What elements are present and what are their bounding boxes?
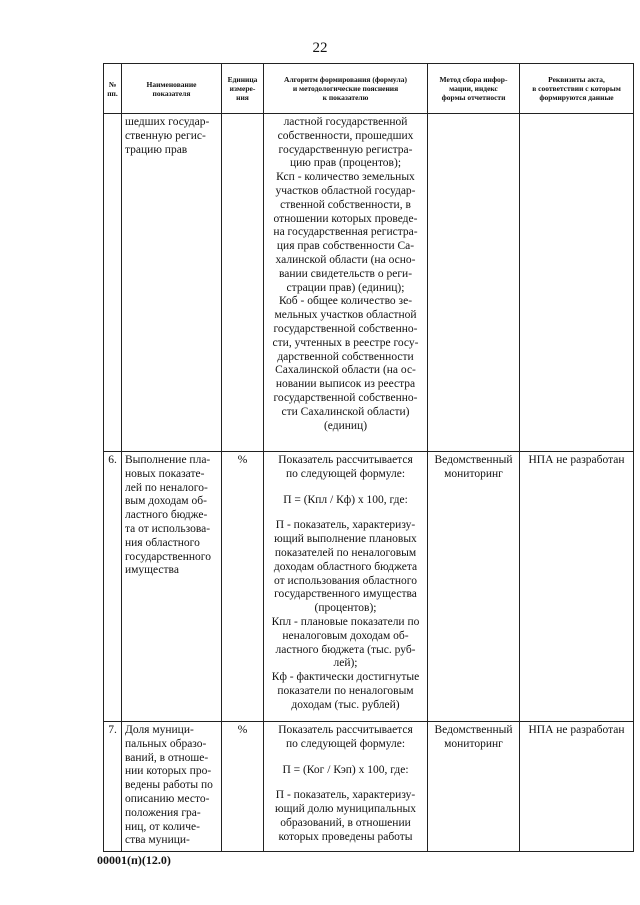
indicator-algorithm: Показатель рассчитывается по следующей формуле: П = (Ког / Кэп) х 100, где: П - показатель, характеризу- ющий долю муниципальных образований, в отношении которых проведены работы [264, 722, 428, 852]
indicator-method [428, 114, 520, 452]
indicator-requisites: НПА не разработан [520, 722, 634, 852]
indicator-requisites [520, 114, 634, 452]
indicator-name: шедших государ- ственную регис- трацию прав [122, 114, 222, 452]
table-row [104, 114, 634, 452]
indicator-method: Ведомственный мониторинг [428, 452, 520, 722]
indicator-name: Доля муници- пальных образо- ваний, в отноше- нии которых про- ведены работы по описанию место- положения гра- ниц, от количе- ства муници- [122, 722, 222, 852]
table-row [104, 452, 634, 722]
indicators-table [103, 63, 634, 852]
indicator-unit: % [222, 722, 264, 852]
row-number: 7. [104, 722, 122, 852]
header-name: Наименование показателя [122, 64, 222, 114]
indicator-name: Выполнение пла- новых показате- лей по неналого- вым доходам об- ластного бюдже- та от использова- ния областного государственного имущества [122, 452, 222, 722]
indicator-algorithm: Показатель рассчитывается по следующей формуле: П = (Кпл / Кф) х 100, где: П - показатель, характеризу- ющий выполнение плановых показателей по неналоговым доходам областного бюджета от использования областного государственного имущества (процентов); Кпл - плановые показатели по неналоговым доходам об- ластного бюджета (тыс. руб- лей); Кф - фактически достигнутые показатели по неналоговым доходам (тыс. рублей) [264, 452, 428, 722]
table-row [104, 722, 634, 852]
page-number: 22 [312, 40, 328, 56]
indicator-algorithm: ластной государственной собственности, прошедших государственную регистра- цию прав (процентов); Ксп - количество земельных участков областной государ- ственной собственности, в отношении которых проведе- на государственная регистра- ция прав собственности Са- халинской области (на осно- вании свидетельств о реги- страции прав) (единиц); Коб - общее количество зе- мельных участков областной государственной собственно- сти, учтенных в реестре госу- дарственной собственности Сахалинской области (на ос- новании выписок из реестра государственной собственно- сти Сахалинской области) (единиц) [264, 114, 428, 452]
row-number [104, 114, 122, 452]
header-unit: Единица измере- ния [222, 64, 264, 114]
document-code: 00001(п)(12.0) [97, 853, 171, 867]
formula: П = (Ког / Кэп) х 100, где: [282, 763, 409, 776]
indicator-method: Ведомственный мониторинг [428, 722, 520, 852]
header-algorithm: Алгоритм формирования (формула) и методологические пояснения к показателю [264, 64, 428, 114]
header-num: № пп. [104, 64, 122, 114]
indicator-unit [222, 114, 264, 452]
header-method: Метод сбора инфор- мации, индекс формы отчетности [428, 64, 520, 114]
table-header-row [104, 64, 634, 114]
header-requisites: Реквизиты акта, в соответствии с которым формируются данные [520, 64, 634, 114]
indicator-requisites: НПА не разработан [520, 452, 634, 722]
indicator-unit: % [222, 452, 264, 722]
row-number: 6. [104, 452, 122, 722]
formula: П = (Кпл / Кф) х 100, где: [283, 493, 408, 506]
